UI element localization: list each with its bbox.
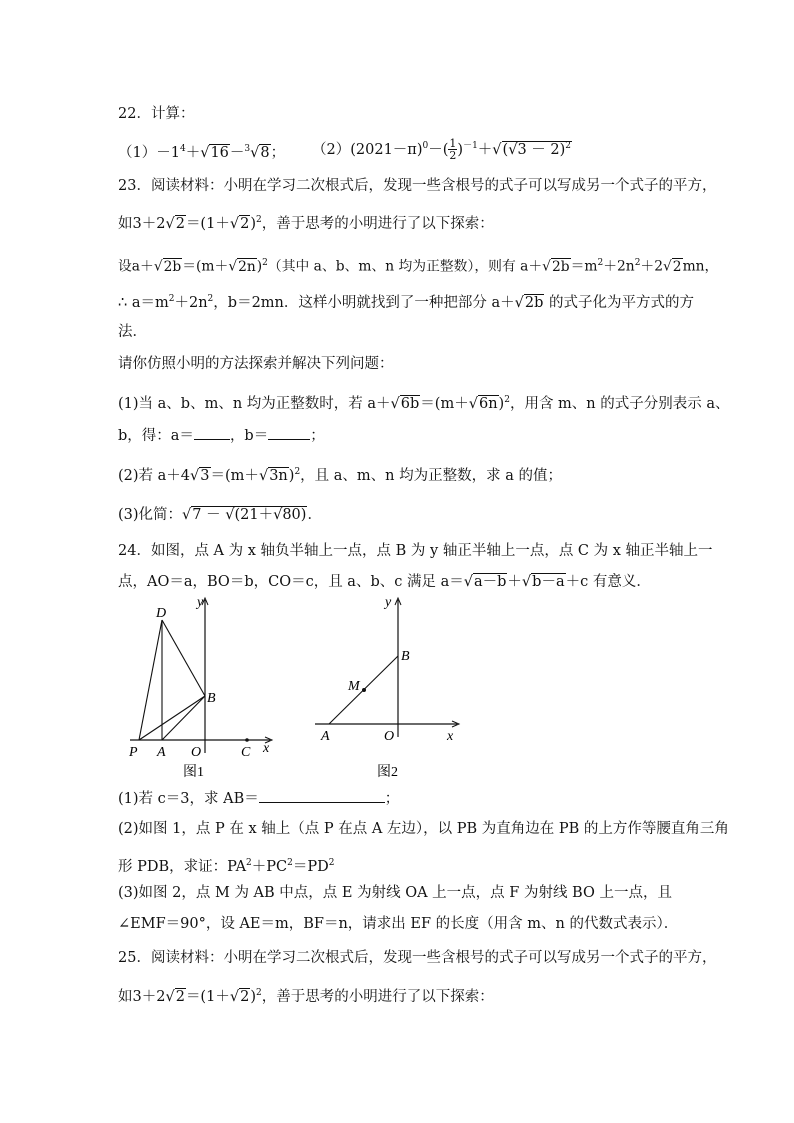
q23-part3: (3)化简：√7 － √(21＋√80)． xyxy=(118,507,322,523)
fig2-label-A: A xyxy=(321,729,330,744)
figure-1 xyxy=(115,590,285,780)
fig1-label-C: C xyxy=(241,745,251,760)
q23-l3-rad: 2b xyxy=(163,258,182,275)
q23-l3-rad3: 2b xyxy=(551,258,570,275)
q23-l4-rad: 2b xyxy=(524,294,544,311)
q23-l2-pre: 如3＋2 xyxy=(118,215,166,232)
q22-p2-a: (2021－π) xyxy=(350,141,423,158)
q24-p2-exp1: 2 xyxy=(246,858,252,868)
q23-line5: 法． xyxy=(118,324,147,340)
fig1-label-y: y xyxy=(197,595,204,610)
q23-p3-rad: 7 － √(21＋√80) xyxy=(192,507,307,523)
q23-l2-rad: 2 xyxy=(175,215,185,232)
q24-line2: 点，AO＝a，BO＝b，CO＝c，且 a、b、c 满足 a＝√a－b＋√b－a＋c 有意义． xyxy=(118,574,651,590)
fig1-label-O: O xyxy=(191,745,202,760)
fig1-label-x: x xyxy=(263,741,270,756)
fig1-caption: 图1 xyxy=(183,765,204,780)
q23-p3-a: (3)化简： xyxy=(118,507,183,523)
fig1-segment-AB xyxy=(162,696,205,740)
q24-part2-line1: (2)如图 1，点 P 在 x 轴上（点 P 在点 A 左边），以 PB 为直角边在 PB 的上方作等腰直角三角 xyxy=(118,821,729,837)
fig1-label-P: P xyxy=(129,745,138,760)
q24-l2-c: ＋c 有意义． xyxy=(565,574,651,590)
q23-l2-rad2: 2 xyxy=(240,215,250,232)
q25-l2-rad2: 2 xyxy=(240,988,250,1005)
q24-part2-line2 xyxy=(118,853,335,877)
fig1-point-C xyxy=(245,738,249,742)
fig1-segment-PD xyxy=(139,620,162,740)
q23-line3: 设$a+√2b=(m+√2n)^2$（其中 a、b、m、n 均为正整数），则有 $a+√2b=m^2+2n^2+2√2mn$， xyxy=(118,258,719,275)
q23-l4-exp: 2 xyxy=(168,294,175,304)
fig1-segment-DB xyxy=(162,620,205,696)
fig2-label-x: x xyxy=(447,729,454,744)
q22-p2-close: ) xyxy=(457,141,464,158)
fig1-label-D: D xyxy=(156,606,167,621)
q23-line2: 如$3+2√2=(1+√2)^2$，善于思考的小明进行了以下探索： xyxy=(118,215,494,232)
q23-p1-d: ，用含 m、n 的式子分别表示 a、 xyxy=(509,395,730,412)
figure-2 xyxy=(305,590,475,780)
q24-line1: 24．如图，点 A 为 x 轴负半轴上一点，点 B 为 y 轴正半轴上一点，点 C 为 x 轴正半轴上一 xyxy=(118,543,713,559)
q23-p1-b: ＝(m＋ xyxy=(420,395,469,412)
fig1-segment-PB xyxy=(139,696,205,740)
q24-part1 xyxy=(118,788,399,809)
q22-p2-plus: ＋ xyxy=(477,141,493,158)
q25-l2-pre: 如3＋2 xyxy=(118,988,166,1005)
q23-p1-l2-b: ，b＝ xyxy=(229,428,269,444)
q25-l2-post: ，善于思考的小明进行了以下探索： xyxy=(261,988,494,1005)
q22-p1-cbrt-index: 3 xyxy=(244,144,251,154)
fig2-label-B: B xyxy=(401,649,410,664)
q23-l3-g: ＋2 xyxy=(640,258,663,275)
fig2-point-M xyxy=(362,688,366,692)
fig2-caption: 图2 xyxy=(377,765,398,780)
q23-part1-line2 xyxy=(118,425,325,446)
q25-l2-mid: ＝(1＋ xyxy=(185,988,230,1005)
q23-l2-exp: 2 xyxy=(255,215,262,225)
q23-part2: (2)若 $a+4√3=(m+√3n)^2$，且 a、m、n 均为正整数，求 a 的值； xyxy=(118,467,562,484)
q23-p1-c: ) xyxy=(498,395,505,412)
q25-line2: 如$3+2√2=(1+√2)^2$，善于思考的小明进行了以下探索： xyxy=(118,988,494,1005)
q23-l4-b: ＋2n xyxy=(174,294,208,311)
q24-l2-rad2: b－a xyxy=(532,574,565,590)
q25-l2-rad: 2 xyxy=(175,988,185,1005)
fig2-label-M: M xyxy=(348,679,360,694)
q23-p2-b: ＝(m＋ xyxy=(210,467,259,484)
q22-p2-rad xyxy=(502,141,572,158)
q22-title: 22．计算： xyxy=(118,106,195,122)
q23-p1-l2-c: ； xyxy=(310,428,325,444)
q23-p3-end: ． xyxy=(307,507,322,523)
q22-p1-rad2: 8 xyxy=(260,144,270,161)
q24-l2-a: 点，AO＝a，BO＝b，CO＝c，且 a、b、c 满足 a＝ xyxy=(118,574,464,590)
q22-p2-exp0: 0 xyxy=(422,141,429,151)
q23-p2-rad: 3 xyxy=(200,467,210,484)
q24-part3-line1: (3)如图 2，点 M 为 AB 中点，点 E 为射线 OA 上一点，点 F 为射线 BO 上一点，且 xyxy=(118,885,672,901)
q23-p2-a: (2)若 a＋4 xyxy=(118,467,191,484)
q23-l4-exp2: 2 xyxy=(207,294,214,304)
q23-l3-c: ) xyxy=(256,258,263,275)
answer-blank-AB[interactable] xyxy=(259,788,385,803)
q24-p2-a: 形 PDB，求证：PA xyxy=(118,858,247,875)
q23-p2-d: ，且 a、m、n 均为正整数，求 a 的值； xyxy=(300,467,562,484)
q23-p1-rad: 6b xyxy=(400,395,420,412)
q23-part1-line1: (1)当 a、b、m、n 均为正整数时，若 $a+√6b=(m+√6n)^2$，用含 m、n 的式子分别表示 a、 xyxy=(118,395,730,412)
q23-l3-a: 设a＋ xyxy=(118,258,154,275)
q22-p2-frac-den: 2 xyxy=(449,149,457,163)
q22-p2-frac-num: 1 xyxy=(449,137,457,151)
q24-part3-line2: ∠EMF＝90°，设 AE＝m，BF＝n，请求出 EF 的长度（用含 m、n 的代数式表示）． xyxy=(118,916,679,932)
q24-l2-rad1: a－b xyxy=(473,574,507,590)
q22-p1-label: （1） xyxy=(118,144,157,161)
q23-l3-b: ＝(m＋ xyxy=(182,258,229,275)
q22-part1: $(1)-1^4+√16-^3√8$； xyxy=(118,144,286,161)
fig2-label-O: O xyxy=(384,729,395,744)
q23-p2-c: ) xyxy=(288,467,295,484)
q24-p2-c: ＝PD xyxy=(292,858,329,875)
q22-p1-a: －1 xyxy=(156,144,180,161)
q23-p1-rad2: 6n xyxy=(478,395,498,412)
q22-p1-c: － xyxy=(229,144,245,161)
q23-l3-d: （其中 a、b、m、n 均为正整数），则有 a＋ xyxy=(267,258,543,275)
q23-l3-rad4: 2 xyxy=(672,258,682,275)
q23-l4-a: ∴ a＝m xyxy=(118,294,169,311)
q23-l3-h: mn， xyxy=(682,258,719,275)
q22-p1-end: ； xyxy=(270,144,286,161)
q24-p2-b: ＋PC xyxy=(251,858,288,875)
q23-line1: 23．阅读材料：小明在学习二次根式后，发现一些含根号的式子可以写成另一个式子的平方， xyxy=(118,178,717,194)
q23-l2-mid: ＝(1＋ xyxy=(185,215,230,232)
q22-p2-rad-exp: 2 xyxy=(565,141,572,151)
q25-l2-close: ) xyxy=(250,988,256,1005)
q23-line6: 请你仿照小明的方法探索并解决下列问题： xyxy=(118,356,394,372)
q24-p1-a: (1)若 c＝3，求 AB＝ xyxy=(118,791,259,807)
q23-p1-a: (1)当 a、b、m、n 均为正整数时，若 a＋ xyxy=(118,395,391,412)
q23-l3-exp: 2 xyxy=(262,258,268,268)
fig2-label-y: y xyxy=(385,595,392,610)
q23-p1-exp: 2 xyxy=(504,395,510,405)
q24-l2-b: ＋ xyxy=(507,574,522,590)
q22-p1-a-exp: 4 xyxy=(179,144,186,154)
q23-l3-e: ＝m xyxy=(570,258,598,275)
q22-p1-b: ＋ xyxy=(185,144,201,161)
q23-p2-rad2: 3n xyxy=(269,467,288,484)
q22-p2-exp-neg1: －1 xyxy=(463,141,478,151)
q23-p2-exp: 2 xyxy=(294,467,301,477)
q22-p2-rad-outer: (√3 － 2) xyxy=(502,141,566,158)
q23-l3-exp2: 2 xyxy=(597,258,604,268)
q23-l3-exp3: 2 xyxy=(634,258,641,268)
q22-p1-rad1: 16 xyxy=(210,144,229,161)
answer-blank-a[interactable] xyxy=(194,425,230,440)
q23-l4-d: 的式子化为平方式的方 xyxy=(544,294,695,311)
q25-l2-exp: 2 xyxy=(255,988,262,998)
fig1-label-B: B xyxy=(207,691,216,706)
q23-l3-rad2: 2n xyxy=(238,258,256,275)
q23-l2-post: ，善于思考的小明进行了以下探索： xyxy=(261,215,494,232)
q24-p2-exp2: 2 xyxy=(287,858,293,868)
q23-p1-l2-a: b，得：a＝ xyxy=(118,428,194,444)
q23-line4: ∴ $a=m^2+2n^2$，b＝2mn．这样小明就找到了一种把部分 a＋√2b 的式子化为平方式的方 xyxy=(118,294,695,311)
fig1-label-A: A xyxy=(157,745,166,760)
q24-p2-exp3: 2 xyxy=(328,858,335,868)
q23-l4-c: ，b＝2mn．这样小明就找到了一种把部分 a＋ xyxy=(213,294,515,311)
q24-p1-b: ； xyxy=(384,791,400,807)
q22-p2-minus: －( xyxy=(428,141,449,158)
q22-p2-label: （2） xyxy=(312,141,351,158)
q23-l3-f: ＋2n xyxy=(603,258,635,275)
answer-blank-b[interactable] xyxy=(268,425,310,440)
q22-part2: $(2)(2021-\pi)^0-$( $\frac{1}{2}$ )$^{-1}+√(√3 - 2)^2$ xyxy=(312,137,572,163)
q25-line1: 25．阅读材料：小明在学习二次根式后，发现一些含根号的式子可以写成另一个式子的平方， xyxy=(118,950,717,966)
q23-l2-close: ) xyxy=(250,215,256,232)
